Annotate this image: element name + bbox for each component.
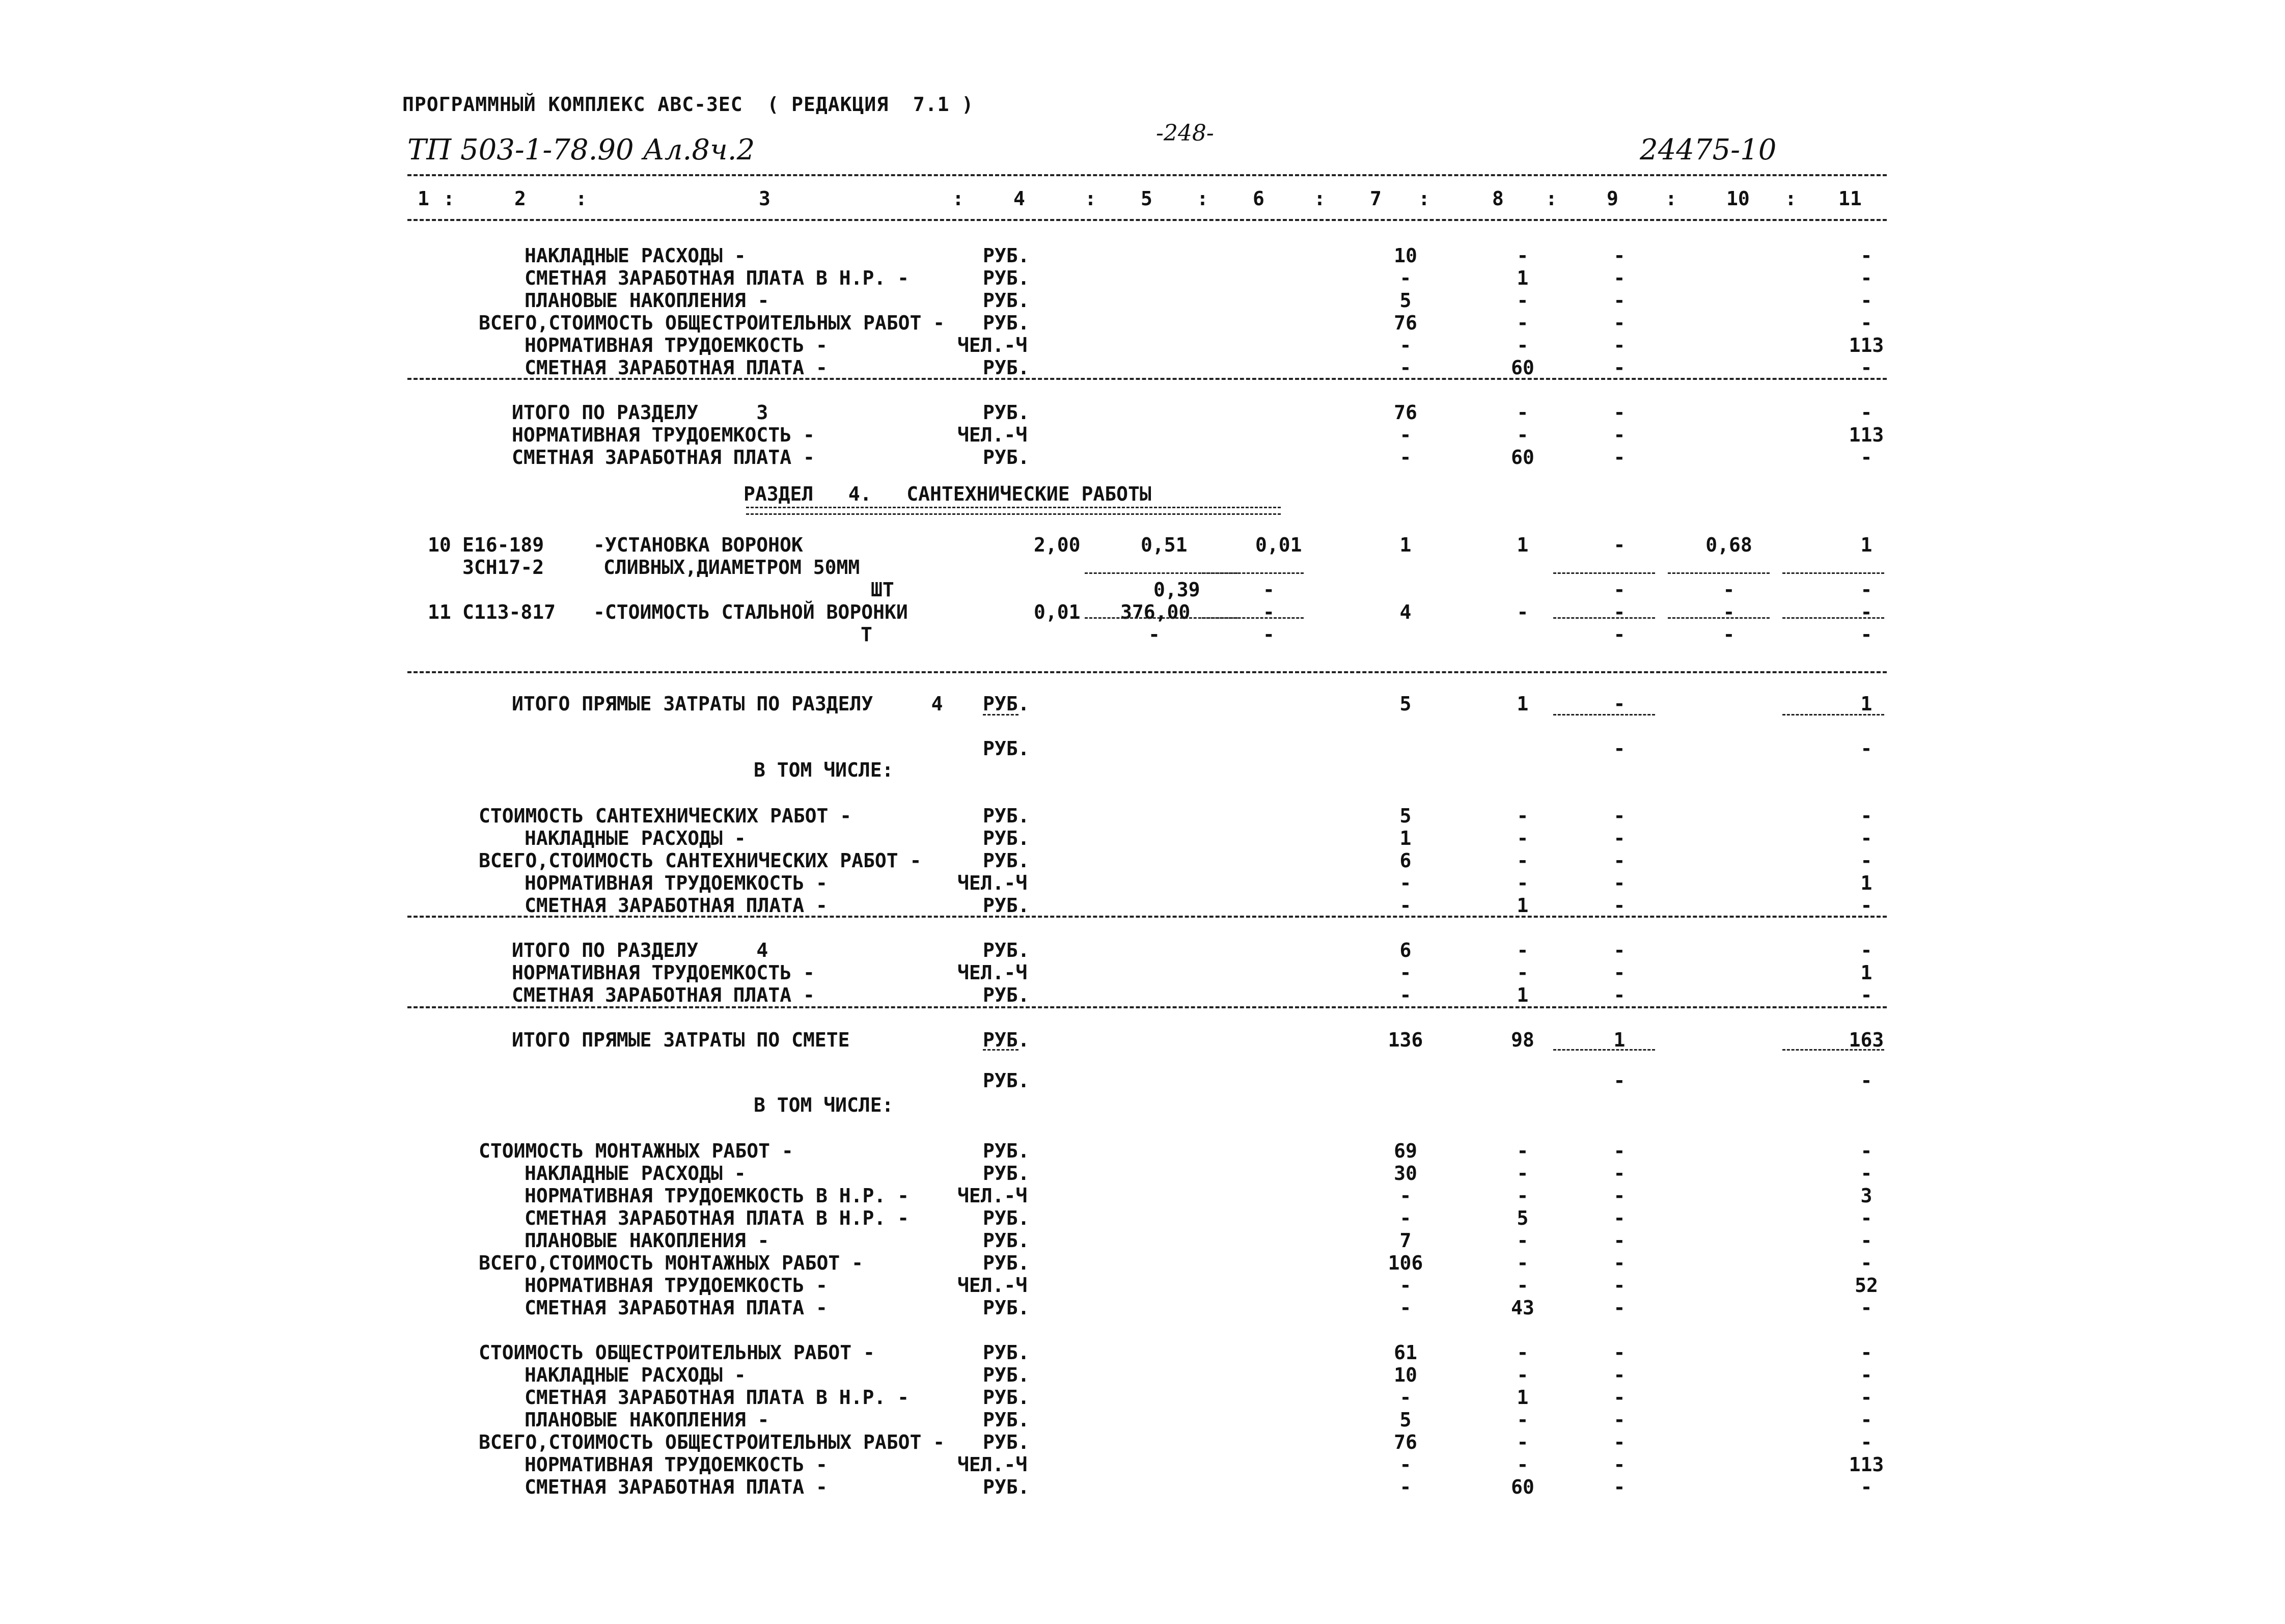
col8-value: 43	[1511, 1297, 1534, 1319]
row-unit: ЧЕЛ.-Ч	[957, 424, 1028, 446]
col11-value: -	[1860, 1162, 1873, 1185]
col8-value: -	[1517, 827, 1529, 849]
col9-dash-2	[1553, 1049, 1655, 1051]
col9-value: -	[1613, 849, 1626, 872]
col9-dash	[1553, 714, 1655, 715]
row-label: НАКЛАДНЫЕ РАСХОДЫ -	[525, 1364, 746, 1386]
row-label: ПЛАНОВЫЕ НАКОПЛЕНИЯ -	[525, 1229, 769, 1252]
col8-value: -	[1517, 1364, 1529, 1386]
column-header-1: 1	[418, 187, 429, 210]
col7-value: 5	[1399, 805, 1412, 827]
item-code: Е16-189	[462, 534, 544, 556]
row-unit: РУБ.	[983, 446, 1030, 469]
col7-value: 5	[1399, 1409, 1412, 1431]
item-subtotal-dash	[1782, 617, 1884, 619]
col11-value: 1	[1860, 872, 1873, 894]
item-col11: -	[1860, 601, 1873, 623]
col11-value: 113	[1849, 424, 1884, 446]
row-unit: РУБ.	[983, 737, 1030, 760]
col8-value: -	[1517, 401, 1529, 424]
col9-value: -	[1613, 446, 1626, 469]
row-label: СМЕТНАЯ ЗАРАБОТНАЯ ПЛАТА В Н.Р. -	[525, 1207, 909, 1229]
column-header-5: 5	[1141, 187, 1152, 210]
col8-value: -	[1517, 312, 1529, 334]
col8-value: 98	[1511, 1029, 1534, 1051]
item-number: 11	[428, 601, 451, 623]
section4-total-rule	[407, 916, 1887, 918]
row-unit: РУБ.	[983, 1476, 1030, 1498]
col8-value: -	[1517, 424, 1529, 446]
col11-value: -	[1860, 1431, 1873, 1453]
col11-value: -	[1860, 446, 1873, 469]
col9-value: -	[1613, 424, 1626, 446]
item-description: -УСТАНОВКА ВОРОНОК	[593, 534, 803, 556]
col11-value: -	[1860, 939, 1873, 961]
row-unit: РУБ.	[983, 267, 1030, 289]
col7-value: 10	[1394, 244, 1417, 267]
item-subtotal-dash	[1782, 572, 1884, 574]
col11-value: 52	[1855, 1274, 1878, 1297]
col9-value: -	[1613, 401, 1626, 424]
col7-value: -	[1399, 1297, 1412, 1319]
col7-value: -	[1399, 1386, 1412, 1409]
col11-value: -	[1860, 312, 1873, 334]
section4-title-underline	[746, 507, 1281, 515]
col8-value: -	[1517, 1162, 1529, 1185]
col11-value: -	[1860, 1207, 1873, 1229]
row-label: ВСЕГО,СТОИМОСТЬ ОБЩЕСТРОИТЕЛЬНЫХ РАБОТ -	[479, 1431, 945, 1453]
col9-value: -	[1613, 984, 1626, 1006]
col11-value: -	[1860, 827, 1873, 849]
header-bottom-rule	[407, 219, 1887, 221]
column-separator: :	[952, 187, 964, 210]
column-header-7: 7	[1370, 187, 1382, 210]
row-unit: РУБ.	[983, 1409, 1030, 1431]
column-separator: :	[1418, 187, 1430, 210]
header-top-rule	[407, 174, 1887, 176]
column-header-3: 3	[759, 187, 770, 210]
item-subtotal-dash	[1202, 617, 1304, 619]
col8-value: -	[1517, 334, 1529, 356]
col11-value: -	[1860, 1409, 1873, 1431]
col11-value: 3	[1860, 1185, 1873, 1207]
col11-value: -	[1860, 244, 1873, 267]
col7-value: 61	[1394, 1341, 1417, 1364]
column-separator: :	[443, 187, 455, 210]
item-subtotal-dash	[1668, 572, 1770, 574]
col11-value: 1	[1860, 693, 1873, 715]
col7-value: 10	[1394, 1364, 1417, 1386]
col11-value: -	[1860, 737, 1873, 760]
col8-value: -	[1517, 961, 1529, 984]
item-subtotal-dash	[1553, 572, 1655, 574]
row-label: НОРМАТИВНАЯ ТРУДОЕМКОСТЬ -	[512, 424, 815, 446]
item-col10b: -	[1723, 579, 1735, 601]
row-unit: РУБ.	[983, 312, 1030, 334]
col11-value: -	[1860, 1341, 1873, 1364]
col7-value: 30	[1394, 1162, 1417, 1185]
row-unit: РУБ.	[983, 1229, 1030, 1252]
row-label: СТОИМОСТЬ ОБЩЕСТРОИТЕЛЬНЫХ РАБОТ -	[479, 1341, 875, 1364]
col11-value: -	[1860, 401, 1873, 424]
col9-value: -	[1613, 1229, 1626, 1252]
col9-value: -	[1613, 1476, 1626, 1498]
row-unit: РУБ.	[983, 401, 1030, 424]
col7-value: 106	[1388, 1252, 1423, 1274]
item-col8: 1	[1517, 534, 1529, 556]
row-unit: РУБ.	[983, 289, 1030, 312]
col7-value: -	[1399, 424, 1412, 446]
col7-value: -	[1399, 446, 1412, 469]
col7-value: -	[1399, 961, 1412, 984]
col8-value: 1	[1517, 1386, 1529, 1409]
row-unit: РУБ.	[983, 1069, 1030, 1092]
column-header-4: 4	[1013, 187, 1025, 210]
row-unit: РУБ.	[983, 1029, 1030, 1051]
col9-value: -	[1613, 1409, 1626, 1431]
row-label: СМЕТНАЯ ЗАРАБОТНАЯ ПЛАТА -	[512, 446, 815, 469]
vtom-label-1: В ТОМ ЧИСЛЕ:	[754, 759, 894, 781]
col8-value: 5	[1517, 1207, 1529, 1229]
col8-value: 1	[1517, 267, 1529, 289]
item-col10: 0,68	[1705, 534, 1752, 556]
column-header-9: 9	[1607, 187, 1618, 210]
item-col11b: -	[1860, 579, 1873, 601]
row-unit: РУБ.	[983, 1341, 1030, 1364]
col7-value: 6	[1399, 939, 1412, 961]
item-description-2: СЛИВНЫХ,ДИАМЕТРОМ 50ММ	[603, 556, 860, 579]
item-col11: 1	[1860, 534, 1873, 556]
col11-value: -	[1860, 1386, 1873, 1409]
col9-value: -	[1613, 1431, 1626, 1453]
col11-value: 113	[1849, 1453, 1884, 1476]
column-separator: :	[1546, 187, 1557, 210]
col8-value: -	[1517, 244, 1529, 267]
row-unit: РУБ.	[983, 894, 1030, 917]
col7-value: 6	[1399, 849, 1412, 872]
col9-value: -	[1613, 805, 1626, 827]
col11-dash-2	[1782, 1049, 1884, 1051]
item-col6c: -	[1263, 623, 1275, 646]
col8-value: -	[1517, 1229, 1529, 1252]
col8-value: -	[1517, 1453, 1529, 1476]
col9-value: 1	[1613, 1029, 1626, 1051]
row-label: НОРМАТИВНАЯ ТРУДОЕМКОСТЬ -	[525, 334, 828, 356]
items-end-rule	[407, 671, 1887, 673]
column-header-2: 2	[514, 187, 526, 210]
item-unit: Т	[861, 623, 872, 646]
item-number: 10	[428, 534, 451, 556]
row-label: СТОИМОСТЬ САНТЕХНИЧЕСКИХ РАБОТ -	[479, 805, 852, 827]
item-code: С113-817	[462, 601, 556, 623]
col8-value: -	[1517, 1274, 1529, 1297]
row-label: ПЛАНОВЫЕ НАКОПЛЕНИЯ -	[525, 1409, 769, 1431]
row-unit: ЧЕЛ.-Ч	[957, 872, 1028, 894]
row-label: НАКЛАДНЫЕ РАСХОДЫ -	[525, 1162, 746, 1185]
row-label: НАКЛАДНЫЕ РАСХОДЫ -	[525, 244, 746, 267]
col9-value: -	[1613, 1162, 1626, 1185]
row-label: СМЕТНАЯ ЗАРАБОТНАЯ ПЛАТА -	[525, 356, 828, 379]
col8-value: 1	[1517, 894, 1529, 917]
section3-total-rule	[407, 378, 1887, 380]
row-label: ВСЕГО,СТОИМОСТЬ ОБЩЕСТРОИТЕЛЬНЫХ РАБОТ -	[479, 312, 945, 334]
row-unit: РУБ.	[983, 939, 1030, 961]
row-unit: РУБ.	[983, 1297, 1030, 1319]
row-unit: РУБ.	[983, 244, 1030, 267]
row-unit: РУБ.	[983, 693, 1030, 715]
col7-value: 5	[1399, 693, 1412, 715]
col7-value: 76	[1394, 312, 1417, 334]
col11-value: -	[1860, 1476, 1873, 1498]
col7-value: 136	[1388, 1029, 1423, 1051]
item-col5: 376,00	[1120, 601, 1191, 623]
col11-value: -	[1860, 1297, 1873, 1319]
row-label: ИТОГО ПО РАЗДЕЛУ 4	[512, 939, 768, 961]
item-subtotal-dash	[1202, 572, 1304, 574]
row-unit: РУБ.	[983, 1162, 1030, 1185]
row-unit: РУБ.	[983, 805, 1030, 827]
column-separator: :	[1085, 187, 1096, 210]
item-col7: 4	[1399, 601, 1412, 623]
col9-value: -	[1613, 1297, 1626, 1319]
col8-value: 60	[1511, 356, 1534, 379]
row-label: СМЕТНАЯ ЗАРАБОТНАЯ ПЛАТА -	[525, 894, 828, 917]
col11-value: 1	[1860, 961, 1873, 984]
col7-value: 69	[1394, 1140, 1417, 1162]
section4-title: РАЗДЕЛ 4. САНТЕХНИЧЕСКИЕ РАБОТЫ	[744, 483, 1151, 505]
col9-value: -	[1613, 1140, 1626, 1162]
row-label: НОРМАТИВНАЯ ТРУДОЕМКОСТЬ -	[525, 1274, 828, 1297]
column-header-11: 11	[1838, 187, 1862, 210]
item-unit: ШТ	[871, 579, 894, 601]
row-unit: ЧЕЛ.-Ч	[957, 1274, 1028, 1297]
row-label: НОРМАТИВНАЯ ТРУДОЕМКОСТЬ -	[512, 961, 815, 984]
row-unit: РУБ.	[983, 849, 1030, 872]
row-unit: РУБ.	[983, 984, 1030, 1006]
item-col6: -	[1263, 601, 1275, 623]
item-col5c: -	[1148, 623, 1160, 646]
col9-value: -	[1613, 267, 1626, 289]
col9-value: -	[1613, 1341, 1626, 1364]
col9-value: -	[1613, 1252, 1626, 1274]
item-col5b: 0,39	[1153, 579, 1200, 601]
item-description: -СТОИМОСТЬ СТАЛЬНОЙ ВОРОНКИ	[593, 601, 908, 623]
col11-value: -	[1860, 1364, 1873, 1386]
col9-value: -	[1613, 827, 1626, 849]
item-col4: 0,01	[1034, 601, 1081, 623]
row-label: СМЕТНАЯ ЗАРАБОТНАЯ ПЛАТА В Н.Р. -	[525, 267, 909, 289]
col9-value: -	[1613, 939, 1626, 961]
item-col9: -	[1613, 601, 1626, 623]
col8-value: -	[1517, 1431, 1529, 1453]
row-label: СМЕТНАЯ ЗАРАБОТНАЯ ПЛАТА -	[512, 984, 815, 1006]
col8-value: 60	[1511, 446, 1534, 469]
col9-value: -	[1613, 1274, 1626, 1297]
item-col9c: -	[1613, 623, 1626, 646]
col8-value: -	[1517, 1252, 1529, 1274]
col7-value: -	[1399, 1207, 1412, 1229]
row-unit: РУБ.	[983, 1431, 1030, 1453]
col7-value: -	[1399, 356, 1412, 379]
column-separator: :	[1314, 187, 1326, 210]
row-unit: РУБ.	[983, 1386, 1030, 1409]
col8-value: -	[1517, 1185, 1529, 1207]
item-col9: -	[1613, 534, 1626, 556]
col8-value: -	[1517, 1140, 1529, 1162]
col9-value: -	[1613, 872, 1626, 894]
unit-dash	[983, 714, 1018, 715]
col9-value: -	[1613, 961, 1626, 984]
col8-value: 60	[1511, 1476, 1534, 1498]
item-code-2: ЗСН17-2	[462, 556, 544, 579]
col7-value: -	[1399, 1274, 1412, 1297]
row-label: СМЕТНАЯ ЗАРАБОТНАЯ ПЛАТА В Н.Р. -	[525, 1386, 909, 1409]
row-unit: ЧЕЛ.-Ч	[957, 1185, 1028, 1207]
col9-value: -	[1613, 334, 1626, 356]
col11-value: 113	[1849, 334, 1884, 356]
item-subtotal-dash	[1668, 617, 1770, 619]
col8-value: 1	[1517, 693, 1529, 715]
col11-value: -	[1860, 1229, 1873, 1252]
row-unit: ЧЕЛ.-Ч	[957, 961, 1028, 984]
col7-value: -	[1399, 1476, 1412, 1498]
item-col6b: -	[1263, 579, 1275, 601]
col9-value: -	[1613, 1069, 1626, 1092]
col7-value: -	[1399, 1453, 1412, 1476]
row-unit: ЧЕЛ.-Ч	[957, 1453, 1028, 1476]
row-label: СТОИМОСТЬ МОНТАЖНЫХ РАБОТ -	[479, 1140, 793, 1162]
unit-dash-2	[983, 1049, 1018, 1051]
item-col5: 0,51	[1141, 534, 1188, 556]
row-label: НАКЛАДНЫЕ РАСХОДЫ -	[525, 827, 746, 849]
row-label: СМЕТНАЯ ЗАРАБОТНАЯ ПЛАТА -	[525, 1476, 828, 1498]
column-separator: :	[1785, 187, 1797, 210]
row-unit: ЧЕЛ.-Ч	[957, 334, 1028, 356]
col7-value: 7	[1399, 1229, 1412, 1252]
col9-value: -	[1613, 1453, 1626, 1476]
col11-value: -	[1860, 984, 1873, 1006]
estimate-total-rule	[407, 1006, 1887, 1008]
col9-value: -	[1613, 1207, 1626, 1229]
col9-value: -	[1613, 1364, 1626, 1386]
col9-value: -	[1613, 693, 1626, 715]
col8-value: -	[1517, 849, 1529, 872]
item-col7: 1	[1399, 534, 1412, 556]
col11-value: -	[1860, 805, 1873, 827]
column-header-6: 6	[1253, 187, 1264, 210]
col7-value: -	[1399, 267, 1412, 289]
row-label: СМЕТНАЯ ЗАРАБОТНАЯ ПЛАТА -	[525, 1297, 828, 1319]
col8-value: 1	[1517, 984, 1529, 1006]
document-code: 24475-10	[1640, 133, 1777, 167]
col11-value: -	[1860, 356, 1873, 379]
col11-value: -	[1860, 894, 1873, 917]
col11-value: -	[1860, 849, 1873, 872]
col7-value: 1	[1399, 827, 1412, 849]
col11-value: -	[1860, 1069, 1873, 1092]
page-number: -248-	[1156, 120, 1214, 146]
col8-value: -	[1517, 289, 1529, 312]
row-label: НОРМАТИВНАЯ ТРУДОЕМКОСТЬ В Н.Р. -	[525, 1185, 909, 1207]
col9-value: -	[1613, 289, 1626, 312]
column-separator: :	[1665, 187, 1677, 210]
col7-value: 5	[1399, 289, 1412, 312]
item-col9b: -	[1613, 579, 1626, 601]
row-label: ВСЕГО,СТОИМОСТЬ САНТЕХНИЧЕСКИХ РАБОТ -	[479, 849, 922, 872]
vtom-label-2: В ТОМ ЧИСЛЕ:	[754, 1094, 894, 1116]
row-unit: РУБ.	[983, 1364, 1030, 1386]
col9-value: -	[1613, 1185, 1626, 1207]
item-col4: 2,00	[1034, 534, 1081, 556]
row-label: ВСЕГО,СТОИМОСТЬ МОНТАЖНЫХ РАБОТ -	[479, 1252, 863, 1274]
row-unit: РУБ.	[983, 356, 1030, 379]
row-label: ИТОГО ПО РАЗДЕЛУ 3	[512, 401, 768, 424]
column-header-10: 10	[1726, 187, 1750, 210]
item-col10: -	[1723, 601, 1735, 623]
row-unit: РУБ.	[983, 1140, 1030, 1162]
row-label: НОРМАТИВНАЯ ТРУДОЕМКОСТЬ -	[525, 1453, 828, 1476]
item-subtotal-dash	[1553, 617, 1655, 619]
program-header: ПРОГРАММНЫЙ КОМПЛЕКС АВС-3ЕС ( РЕДАКЦИЯ 7.1 )	[402, 93, 974, 116]
col7-value: 76	[1394, 1431, 1417, 1453]
col11-value: -	[1860, 1140, 1873, 1162]
col8-value: -	[1517, 939, 1529, 961]
col11-value: -	[1860, 289, 1873, 312]
col7-value: -	[1399, 334, 1412, 356]
item-col6: 0,01	[1255, 534, 1302, 556]
col11-value: 163	[1849, 1029, 1884, 1051]
column-separator: :	[1197, 187, 1208, 210]
column-separator: :	[575, 187, 587, 210]
col8-value: -	[1517, 805, 1529, 827]
col9-value: -	[1613, 312, 1626, 334]
item-col11c: -	[1860, 623, 1873, 646]
col7-value: 76	[1394, 401, 1417, 424]
row-label: ИТОГО ПРЯМЫЕ ЗАТРАТЫ ПО СМЕТЕ	[512, 1029, 850, 1051]
item-col10c: -	[1723, 623, 1735, 646]
column-header-8: 8	[1492, 187, 1504, 210]
col7-value: -	[1399, 984, 1412, 1006]
row-label: ИТОГО ПРЯМЫЕ ЗАТРАТЫ ПО РАЗДЕЛУ 4	[512, 693, 943, 715]
row-label: ПЛАНОВЫЕ НАКОПЛЕНИЯ -	[525, 289, 769, 312]
col7-value: -	[1399, 1185, 1412, 1207]
col7-value: -	[1399, 872, 1412, 894]
row-label: НОРМАТИВНАЯ ТРУДОЕМКОСТЬ -	[525, 872, 828, 894]
row-unit: РУБ.	[983, 827, 1030, 849]
col8-value: -	[1517, 1341, 1529, 1364]
row-unit: РУБ.	[983, 1252, 1030, 1274]
col8-value: -	[1517, 1409, 1529, 1431]
col9-value: -	[1613, 356, 1626, 379]
col11-dash	[1782, 714, 1884, 715]
col7-value: -	[1399, 894, 1412, 917]
col8-value: -	[1517, 872, 1529, 894]
col11-value: -	[1860, 267, 1873, 289]
item-col8: -	[1517, 601, 1529, 623]
col9-value: -	[1613, 737, 1626, 760]
col9-value: -	[1613, 1386, 1626, 1409]
row-unit: РУБ.	[983, 1207, 1030, 1229]
col9-value: -	[1613, 894, 1626, 917]
col11-value: -	[1860, 1252, 1873, 1274]
col9-value: -	[1613, 244, 1626, 267]
tp-code: ТП 503-1-78.90 Ал.8ч.2	[407, 133, 755, 167]
